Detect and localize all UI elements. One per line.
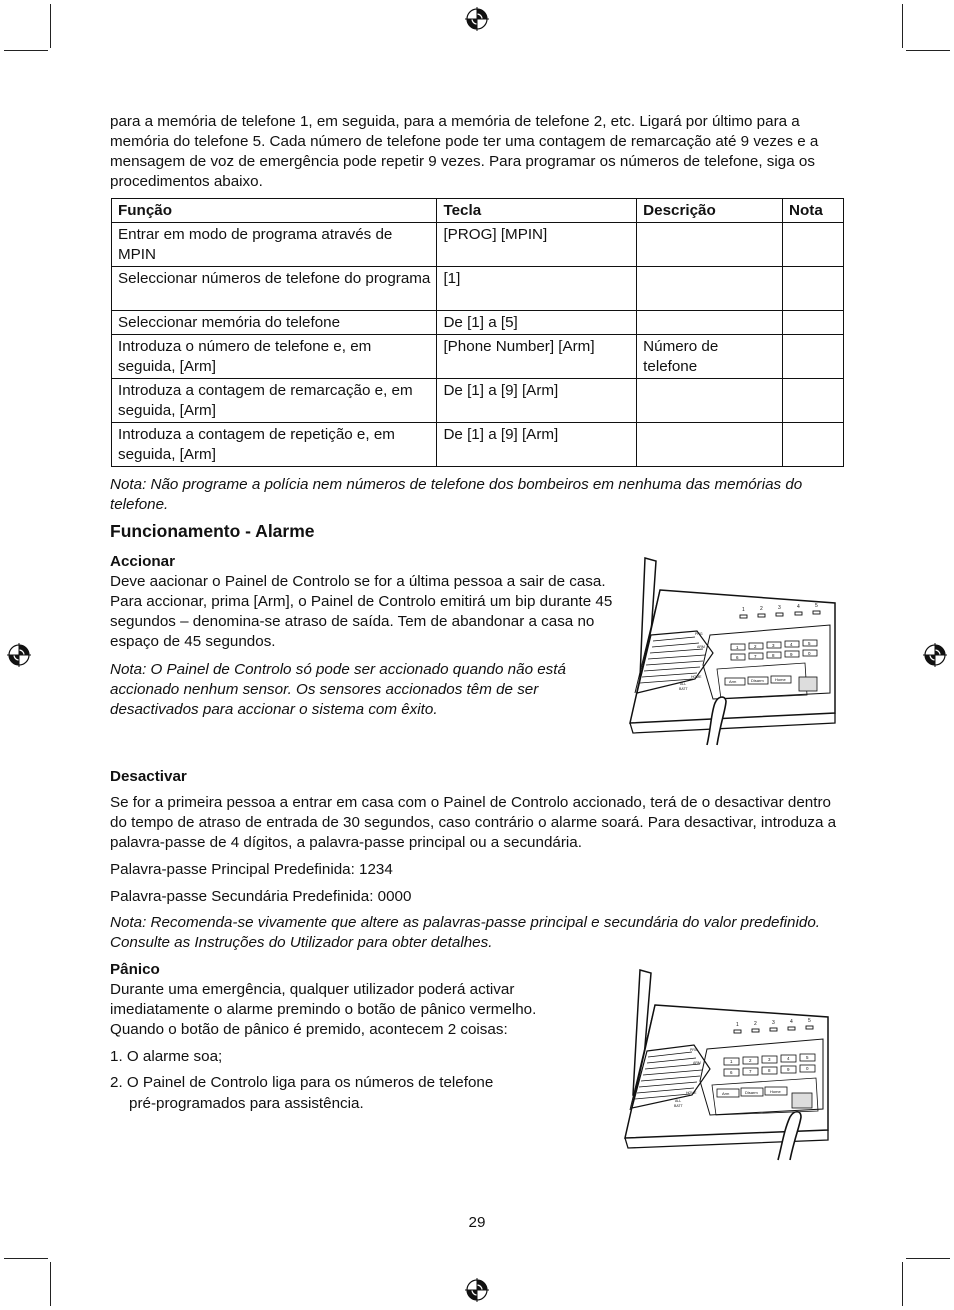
table-cell [783, 423, 844, 467]
crop-mark [4, 1258, 48, 1259]
table-row [112, 423, 844, 467]
button-label: Disarm [745, 1090, 758, 1095]
page-number: 29 [468, 1214, 486, 1231]
table-row [112, 379, 844, 423]
led-label: 2 [754, 1021, 757, 1027]
key-label: 9 [790, 652, 793, 657]
table-cell: [1] [437, 267, 637, 311]
table-cell [783, 335, 844, 379]
crop-mark [50, 4, 51, 48]
table-cell: [Phone Number] [Arm] [437, 335, 637, 379]
crop-mark [902, 1262, 903, 1306]
table-cell: Introduza a contagem de repetição e, em seguida, [Arm] [112, 423, 437, 467]
table-cell: Introduza o número de telefone e, em seguida, [Arm] [112, 335, 437, 379]
table-cell [783, 379, 844, 423]
side-label: PRG [695, 632, 703, 636]
panic-button [792, 1093, 812, 1108]
led-label: 1 [742, 607, 745, 613]
side-label: PRG [690, 1048, 698, 1052]
registration-mark-icon [465, 7, 489, 31]
disarm-paragraph: Se for a primeira pessoa a entrar em casa com o Painel de Controlo accionado, terá de o desactivar dentro do tempo de atraso de entrada de 30 segundos, caso contrário o alarme soará. Para desactivar, introduza a palavra-passe de 4 dígitos, a palavra-passe principal ou a secundária. [110, 794, 837, 851]
key-label: 7 [754, 654, 757, 659]
table-header-cell: Nota [783, 199, 844, 223]
list-item-continuation: pré-programados para assistência. [129, 1095, 364, 1112]
key-label: 0 [806, 1066, 809, 1071]
key-label: 0 [808, 651, 811, 656]
button-label: Home [775, 677, 786, 682]
table-cell [783, 267, 844, 311]
disarm-heading: Desactivar [110, 768, 187, 785]
key-label: 3 [772, 643, 775, 648]
table-row [112, 335, 844, 379]
crop-mark [902, 4, 903, 48]
table-cell [637, 223, 783, 267]
table-cell: Introduza a contagem de remarcação e, em seguida, [Arm] [112, 379, 437, 423]
panic-heading: Pânico [110, 961, 160, 978]
table-cell: Número de telefone [637, 335, 783, 379]
table-header-row [112, 199, 844, 223]
key-label: 3 [768, 1057, 771, 1062]
table-cell [637, 267, 783, 311]
control-panel-illustration [620, 965, 835, 1165]
table-cell: De [1] a [9] [Arm] [437, 423, 637, 467]
table-cell: Seleccionar números de telefone do programa [112, 267, 437, 311]
intro-paragraph: para a memória de telefone 1, em seguida, para a memória de telefone 2, etc. Ligará por último para a memória do telefone 5. Cada número de telefone pode ter uma contagem de remarcação até 9 vezes e a mensagem de voz de emergência pode repetir 9 vezes. Para programar os números de telefone, siga os procedimentos abaixo. [110, 113, 819, 190]
table-cell [783, 223, 844, 267]
programming-table [111, 198, 844, 467]
key-label: 8 [772, 653, 775, 658]
crop-mark [906, 50, 950, 51]
registration-mark-icon [7, 643, 31, 667]
key-label: 7 [749, 1069, 752, 1074]
table-cell: Entrar em modo de programa através de MPIN [112, 223, 437, 267]
arm-heading: Accionar [110, 553, 175, 570]
section-title: Funcionamento - Alarme [110, 521, 315, 541]
arm-paragraph: Deve aacionar o Painel de Controlo se for a última pessoa a sair de casa. Para accionar, prima [Arm], o Painel de Controlo emitirá um bip durante 45 segundos – denomina-se atraso de saída. Tem de abandonar a casa no espaço de 45 segundos. [110, 573, 613, 650]
list-item: 2. O Painel de Controlo liga para os números de telefone [110, 1074, 494, 1091]
button-label: Arm [722, 1091, 730, 1096]
key-label: 2 [749, 1058, 752, 1063]
registration-mark-icon [465, 1278, 489, 1302]
led-label: 5 [808, 1018, 811, 1024]
table-row [112, 223, 844, 267]
default-master-password: Palavra-passe Principal Predefinida: 1234 [110, 861, 393, 878]
control-panel-illustration [625, 553, 845, 748]
led-label: 1 [736, 1022, 739, 1028]
side-label: HOME [691, 675, 702, 679]
button-label: Arm [729, 679, 737, 684]
key-label: 6 [730, 1070, 733, 1075]
panic-paragraph: Durante uma emergência, qualquer utilizador poderá activar imediatamente o alarme premindo o botão de pânico vermelho. Quando o botão de pânico é premido, acontecem 2 coisas: [110, 981, 537, 1038]
table-cell: [PROG] [MPIN] [437, 223, 637, 267]
default-secondary-password: Palavra-passe Secundária Predefinida: 0000 [110, 888, 412, 905]
key-label: 4 [787, 1056, 790, 1061]
button-label: Disarm [751, 678, 764, 683]
table-cell [637, 379, 783, 423]
side-label: BATT [674, 1104, 683, 1108]
table-cell: De [1] a [5] [437, 311, 637, 335]
side-label: ARM [697, 645, 705, 649]
crop-mark [906, 1258, 950, 1259]
key-label: 6 [736, 655, 739, 660]
side-label: ALL [680, 682, 687, 686]
panic-button [799, 677, 817, 691]
table-row [112, 267, 844, 311]
led-label: 2 [760, 606, 763, 612]
led-label: 3 [772, 1020, 775, 1026]
side-label: HOME [686, 1091, 697, 1095]
led-label: 4 [790, 1019, 793, 1025]
table-cell: De [1] a [9] [Arm] [437, 379, 637, 423]
table-header-cell: Função [112, 199, 437, 223]
key-label: 8 [768, 1068, 771, 1073]
led-label: 5 [815, 603, 818, 609]
table-header-cell: Tecla [437, 199, 637, 223]
disarm-note: Nota: Recomenda-se vivamente que altere as palavras-passe principal e secundária do valor predefinido. Consulte as Instruções do Utilizador para obter detalhes. [110, 914, 820, 951]
button-label: Home [770, 1089, 781, 1094]
table-cell [637, 311, 783, 335]
crop-mark [50, 1262, 51, 1306]
key-label: 5 [808, 641, 811, 646]
table-header-cell: Descrição [637, 199, 783, 223]
crop-mark [4, 50, 48, 51]
key-label: 2 [754, 644, 757, 649]
key-label: 4 [790, 642, 793, 647]
registration-mark-icon [923, 643, 947, 667]
led-label: 4 [797, 604, 800, 610]
led-label: 3 [778, 605, 781, 611]
table-cell: Seleccionar memória do telefone [112, 311, 437, 335]
side-label: ARM [693, 1061, 701, 1065]
side-label: BATT [679, 687, 688, 691]
table-cell [783, 311, 844, 335]
note-police: Nota: Não programe a polícia nem números de telefone dos bombeiros em nenhuma das memórias do telefone. [110, 476, 803, 513]
side-label: ALL [675, 1099, 682, 1103]
table-row [112, 311, 844, 335]
key-label: 5 [806, 1055, 809, 1060]
key-label: 9 [787, 1067, 790, 1072]
key-label: 1 [730, 1059, 733, 1064]
arm-note: Nota: O Painel de Controlo só pode ser accionado quando não está accionado nenhum sensor. Os sensores accionados têm de ser desactivados para accionar o sistema com êxito. [110, 661, 566, 718]
list-item: 1. O alarme soa; [110, 1048, 223, 1065]
table-cell [637, 423, 783, 467]
key-label: 1 [736, 645, 739, 650]
